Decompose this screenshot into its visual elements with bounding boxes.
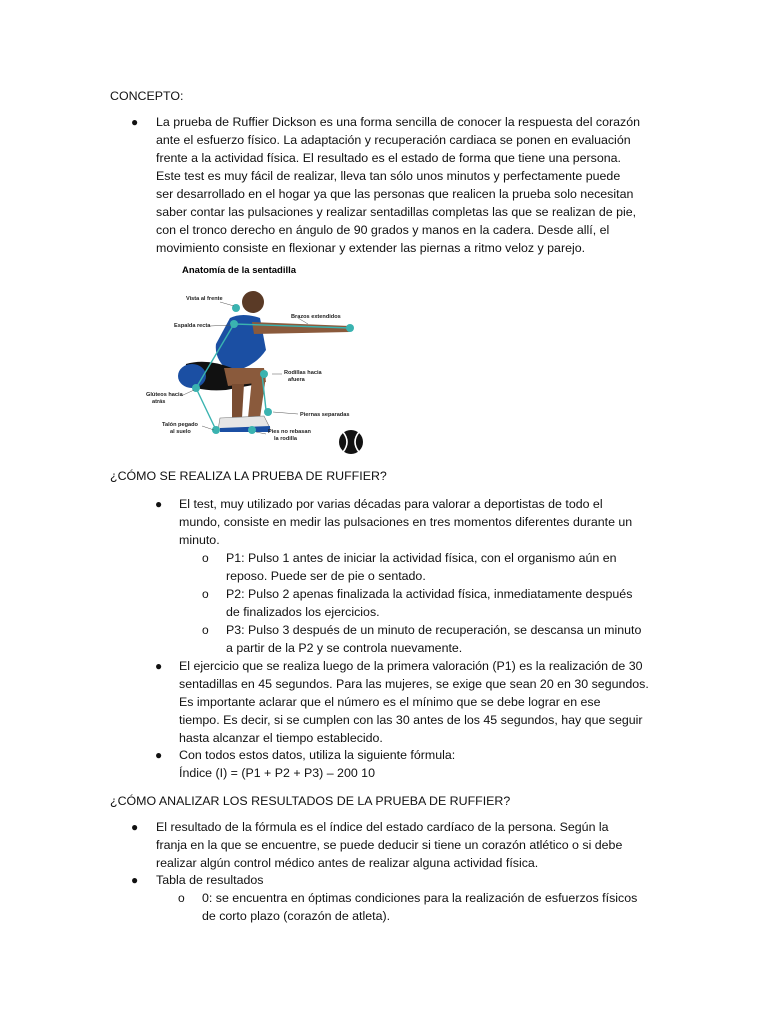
- label-rodillas-1: Rodillas hacia: [284, 370, 322, 376]
- como-analizar-bullet-1: El resultado de la fórmula es el índice del estado cardíaco de la persona. Según la franja en la que se encuentre, se puede deducir si tiene un corazón atlético o si debe realizar algún control médico antes de realizar alguna actividad física.: [156, 820, 623, 870]
- brand-logo-icon: [339, 430, 363, 454]
- label-espalda: Espalda recta: [174, 323, 211, 329]
- como-realiza-sub-2: P2: Pulso 2 apenas finalizada la actividad física, inmediatamente después de finalizados los ejercicios.: [226, 587, 633, 619]
- bullet-icon: ●: [155, 659, 163, 673]
- figure-title: Anatomía de la sentadilla: [182, 265, 297, 276]
- como-realiza-sub-3: P3: Pulso 3 después de un minuto de recuperación, se descansa un minuto a partir de la P2 y se controla nuevamente.: [226, 623, 642, 655]
- bullet-icon: ●: [131, 115, 139, 129]
- bullet-icon: ●: [131, 873, 139, 887]
- como-analizar-heading: ¿CÓMO ANALIZAR LOS RESULTADOS DE LA PRUEBA DE RUFFIER?: [110, 794, 511, 808]
- concepto-paragraph: La prueba de Ruffier Dickson es una forma sencilla de conocer la respuesta del corazón ante el esfuerzo físico. La adaptación y recuperación cardiaca se ponen en evaluación frente a la actividad física. El resultado es el estado de forma que tiene una persona. Este test es muy fácil de realizar, lleva tan sólo unos minutos y perfectamente puede ser desarrollado en el hogar ya que las personas que realicen la prueba solo necesitan saber contar las pulsaciones y realizar sentadillas completas las que se realizan de pie, con el tronco derecho en ángulo de 90 grados y manos en la cadera. Desde allí, el movimiento consiste en flexionar y extender las piernas a ritmo veloz y parejo.: [156, 115, 640, 255]
- label-vista: Vista al frente: [186, 296, 223, 302]
- athlete-squat-illustration: [178, 291, 350, 432]
- como-realiza-heading: ¿CÓMO SE REALIZA LA PRUEBA DE RUFFIER?: [110, 469, 387, 483]
- label-piernas: Piernas separadas: [300, 412, 350, 418]
- squat-anatomy-figure: [136, 260, 372, 456]
- bullet-icon: ●: [155, 748, 163, 762]
- como-realiza-sub-1: P1: Pulso 1 antes de iniciar la actividad física, con el organismo aún en reposo. Puede ser de pie o sentado.: [226, 551, 617, 583]
- como-realiza-bullet-1: El test, muy utilizado por varias décadas para valorar a deportistas de todo el mundo, consiste en medir las pulsaciones en tres momentos diferentes durante un minuto.: [179, 497, 633, 547]
- label-talon-2: al suelo: [170, 429, 191, 435]
- label-talon-1: Talón pegado: [162, 422, 198, 428]
- como-analizar-bullet-2: Tabla de resultados: [156, 873, 264, 887]
- label-brazos: Brazos extendidos: [291, 314, 341, 320]
- circle-bullet-icon: o: [202, 551, 209, 565]
- circle-bullet-icon: o: [202, 623, 209, 637]
- como-realiza-bullet-3: Con todos estos datos, utiliza la siguiente fórmula: Índice (I) = (P1 + P2 + P3) – 200 10: [179, 748, 456, 780]
- label-pies-2: la rodilla: [274, 436, 298, 442]
- label-gluteos-1: Glúteos hacia: [146, 392, 183, 398]
- label-gluteos-2: atrás: [152, 399, 166, 405]
- label-rodillas-2: afuera: [288, 377, 305, 383]
- concepto-heading: CONCEPTO:: [110, 89, 184, 103]
- circle-bullet-icon: o: [202, 587, 209, 601]
- circle-bullet-icon: o: [178, 891, 185, 905]
- label-pies-1: Pies no rebasan: [268, 429, 311, 435]
- bullet-icon: ●: [131, 820, 139, 834]
- como-realiza-bullet-2: El ejercicio que se realiza luego de la primera valoración (P1) es la realización de 30 sentadillas en 45 segundos. Para las mujeres, se exige que sean 20 en 30 segundos. Es importante aclarar que el número es el mínimo que se debe lograr en ese tiempo. Es decir, si se cumplen con las 30 antes de los 45 segundos, hay que seguir hasta alcanzar el tiempo establecido.: [179, 659, 649, 745]
- como-analizar-sub-1: 0: se encuentra en óptimas condiciones para la realización de esfuerzos físicos de corto plazo (corazón de atleta).: [202, 891, 638, 923]
- bullet-icon: ●: [155, 497, 163, 511]
